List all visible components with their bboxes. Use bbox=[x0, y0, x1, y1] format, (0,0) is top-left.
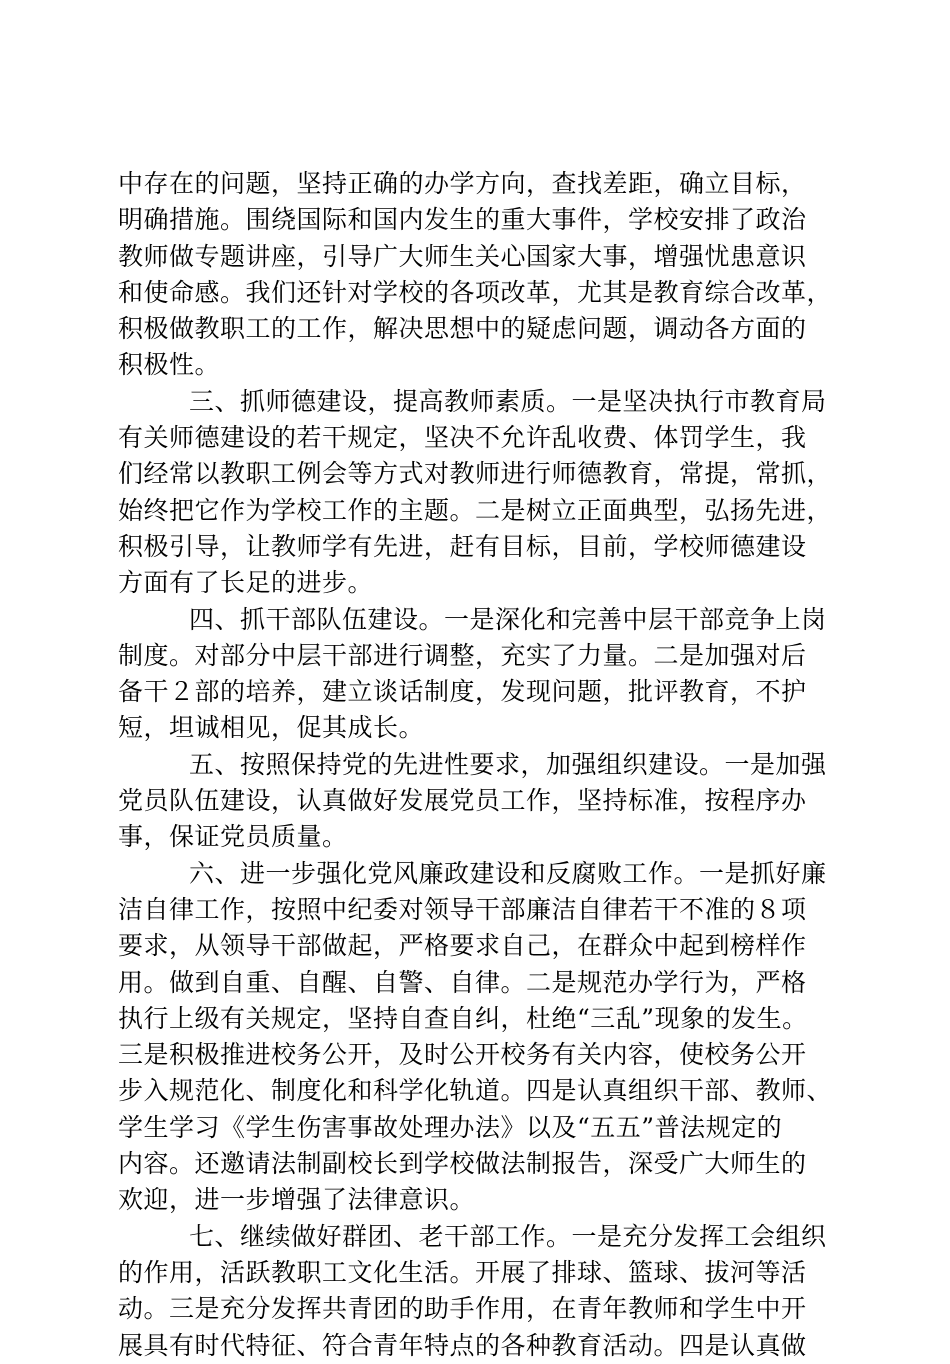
text-line: 有关师德建设的若干规定，坚决不允许乱收费、体罚学生，我 bbox=[118, 423, 807, 453]
text-line: 事，保证党员质量。 bbox=[118, 822, 348, 852]
text-line: 备干２部的培养，建立谈话制度，发现问题，批评教育，不护 bbox=[118, 677, 807, 707]
paragraph-first-line: 七、继续做好群团、老干部工作。一是充分发挥工会组织 bbox=[189, 1221, 827, 1251]
text-line: 内容。还邀请法制副校长到学校做法制报告，深受广大师生的 bbox=[118, 1149, 807, 1179]
text-line: 学生学习《学生伤害事故处理办法》以及“五五”普法规定的 bbox=[118, 1112, 783, 1142]
text-line: 动。三是充分发挥共青团的助手作用，在青年教师和学生中开 bbox=[118, 1294, 807, 1324]
text-line: 中存在的问题，坚持正确的办学方向，查找差距，确立目标， bbox=[118, 169, 807, 198]
paragraph-first-line: 五、按照保持党的先进性要求，加强组织建设。一是加强 bbox=[189, 749, 827, 779]
text-line: 步入规范化、制度化和科学化轨道。四是认真组织干部、教师、 bbox=[118, 1076, 833, 1106]
paragraph-first-line: 四、抓干部队伍建设。一是深化和完善中层干部竞争上岗 bbox=[189, 604, 827, 634]
text-line: 制度。对部分中层干部进行调整，充实了力量。二是加强对后 bbox=[118, 640, 807, 670]
paragraph-first-line: 三、抓师德建设，提高教师素质。一是坚决执行市教育局 bbox=[189, 386, 827, 416]
text-line: 方面有了长足的进步。 bbox=[118, 568, 374, 598]
text-line: 教师做专题讲座，引导广大师生关心国家大事，增强忧患意识 bbox=[118, 241, 807, 271]
text-line: 要求，从领导干部做起，严格要求自己，在群众中起到榜样作 bbox=[118, 931, 807, 961]
text-line: 展具有时代特征、符合青年特点的各种教育活动。四是认真做 bbox=[118, 1330, 807, 1360]
text-line: 三是积极推进校务公开，及时公开校务有关内容，使校务公开 bbox=[118, 1040, 807, 1070]
text-line: 积极性。 bbox=[118, 350, 221, 380]
paragraph-first-line: 六、进一步强化党风廉政建设和反腐败工作。一是抓好廉 bbox=[189, 858, 827, 888]
text-line: 们经常以教职工例会等方式对教师进行师德教育，常提，常抓， bbox=[118, 459, 833, 489]
text-line: 的作用，活跃教职工文化生活。开展了排球、篮球、拔河等活 bbox=[118, 1257, 807, 1287]
text-line: 党员队伍建设，认真做好发展党员工作，坚持标准，按程序办 bbox=[118, 786, 807, 816]
text-line: 始终把它作为学校工作的主题。二是树立正面典型，弘扬先进， bbox=[118, 495, 833, 525]
text-line: 欢迎，进一步增强了法律意识。 bbox=[118, 1185, 476, 1215]
text-line: 用。做到自重、自醒、自警、自律。二是规范办学行为，严格 bbox=[118, 967, 807, 997]
text-line: 和使命感。我们还针对学校的各项改革，尤其是教育综合改革， bbox=[118, 277, 833, 307]
document-body bbox=[118, 166, 832, 1364]
text-line: 积极引导，让教师学有先进，赶有目标，目前，学校师德建设 bbox=[118, 531, 807, 561]
text-line: 洁自律工作，按照中纪委对领导干部廉洁自律若干不准的８项 bbox=[118, 894, 807, 924]
text-line: 执行上级有关规定，坚持自查自纠，杜绝“三乱”现象的发生。 bbox=[118, 1003, 808, 1033]
text-line: 积极做教职工的工作，解决思想中的疑虑问题，调动各方面的 bbox=[118, 314, 807, 344]
text-line: 明确措施。围绕国际和国内发生的重大事件，学校安排了政治 bbox=[118, 205, 807, 235]
text-line: 短，坦诚相见，促其成长。 bbox=[118, 713, 425, 743]
